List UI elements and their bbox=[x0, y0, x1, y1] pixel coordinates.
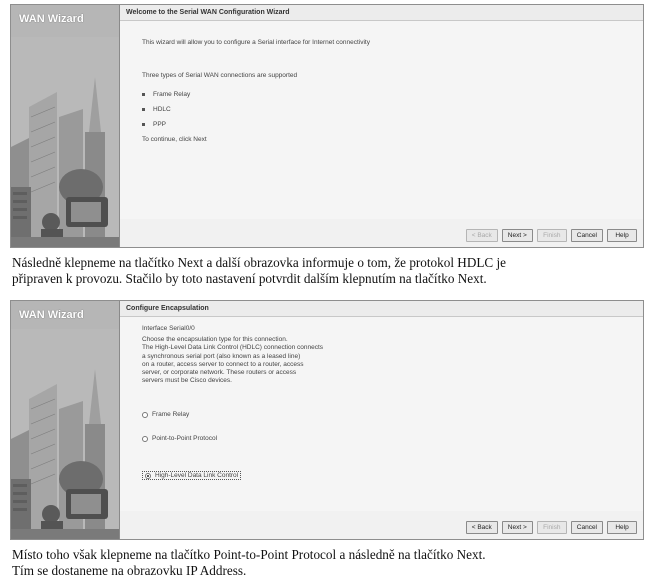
wizard-sidebar bbox=[11, 5, 120, 247]
radio-button-icon[interactable] bbox=[142, 436, 148, 442]
next-button[interactable]: Next > bbox=[502, 521, 533, 534]
wan-wizard-encapsulation-window bbox=[10, 300, 644, 540]
list-item bbox=[142, 102, 190, 117]
hdlc-option[interactable] bbox=[142, 471, 241, 480]
radio-button-icon[interactable] bbox=[145, 473, 151, 479]
wizard-intro-text: This wizard will allow you to configure a Serial interface for Internet connectivity bbox=[142, 39, 370, 46]
help-button[interactable]: Help bbox=[607, 521, 637, 534]
cancel-button[interactable]: Cancel bbox=[571, 229, 603, 242]
finish-button[interactable]: Finish bbox=[537, 521, 567, 534]
city-illustration-icon bbox=[11, 329, 119, 539]
wizard-button-bar bbox=[466, 521, 637, 534]
finish-button[interactable]: Finish bbox=[537, 229, 567, 242]
continue-instruction: To continue, click Next bbox=[142, 136, 207, 143]
caption-paragraph-1: Následně klepneme na tlačítko Next a další obrazovka informuje o tom, že protokol HDLC je připraven k provozu. Stačilo by toto nastavení potvrdit dalším klepnutím na tlačítko Next. bbox=[12, 255, 507, 286]
wizard-content bbox=[120, 5, 643, 219]
connection-types-title: Three types of Serial WAN connections are supported bbox=[142, 72, 298, 79]
list-item-label: HDLC bbox=[153, 106, 171, 113]
interface-label: Interface Serial0/0 bbox=[142, 325, 195, 332]
ppp-option[interactable] bbox=[142, 435, 217, 442]
bullet-icon bbox=[142, 123, 145, 126]
option-label: High-Level Data Link Control bbox=[155, 472, 239, 479]
city-illustration-icon bbox=[11, 37, 119, 247]
option-label: Point-to-Point Protocol bbox=[152, 435, 218, 442]
caption-paragraph-2: Místo toho však klepneme na tlačítko Point-to-Point Protocol a následně na tlačítko Next. Tím se dostaneme na obrazovku IP Address. bbox=[12, 547, 486, 578]
next-button[interactable]: Next > bbox=[502, 229, 533, 242]
cancel-button[interactable]: Cancel bbox=[571, 521, 603, 534]
option-label: Frame Relay bbox=[152, 411, 190, 418]
sidebar-title: WAN Wizard bbox=[19, 13, 84, 25]
wizard-button-bar bbox=[466, 229, 637, 242]
radio-button-icon[interactable] bbox=[142, 412, 148, 418]
frame-relay-option[interactable] bbox=[142, 411, 189, 418]
list-item bbox=[142, 117, 190, 132]
bullet-icon bbox=[142, 93, 145, 96]
wizard-heading: Welcome to the Serial WAN Configuration Wizard bbox=[120, 5, 643, 21]
list-item-label: PPP bbox=[153, 121, 167, 128]
wan-wizard-welcome-window bbox=[10, 4, 644, 248]
connection-types-list bbox=[142, 87, 190, 132]
back-button[interactable]: < Back bbox=[466, 229, 498, 242]
wizard-content bbox=[120, 301, 643, 511]
bullet-icon bbox=[142, 108, 145, 111]
encapsulation-description: Choose the encapsulation type for this connection. The High-Level Data Link Control (HDLC) connection connects a synchronous serial port (also known as a leased line) on a router, access server to connect to a router, access server, or corporate network. These routers or access servers must be Cisco devices. bbox=[142, 336, 324, 385]
wizard-heading: Configure Encapsulation bbox=[120, 301, 643, 317]
sidebar-title: WAN Wizard bbox=[19, 309, 84, 321]
list-item-label: Frame Relay bbox=[153, 91, 191, 98]
list-item bbox=[142, 87, 190, 102]
back-button[interactable]: < Back bbox=[466, 521, 498, 534]
help-button[interactable]: Help bbox=[607, 229, 637, 242]
wizard-sidebar bbox=[11, 301, 120, 539]
